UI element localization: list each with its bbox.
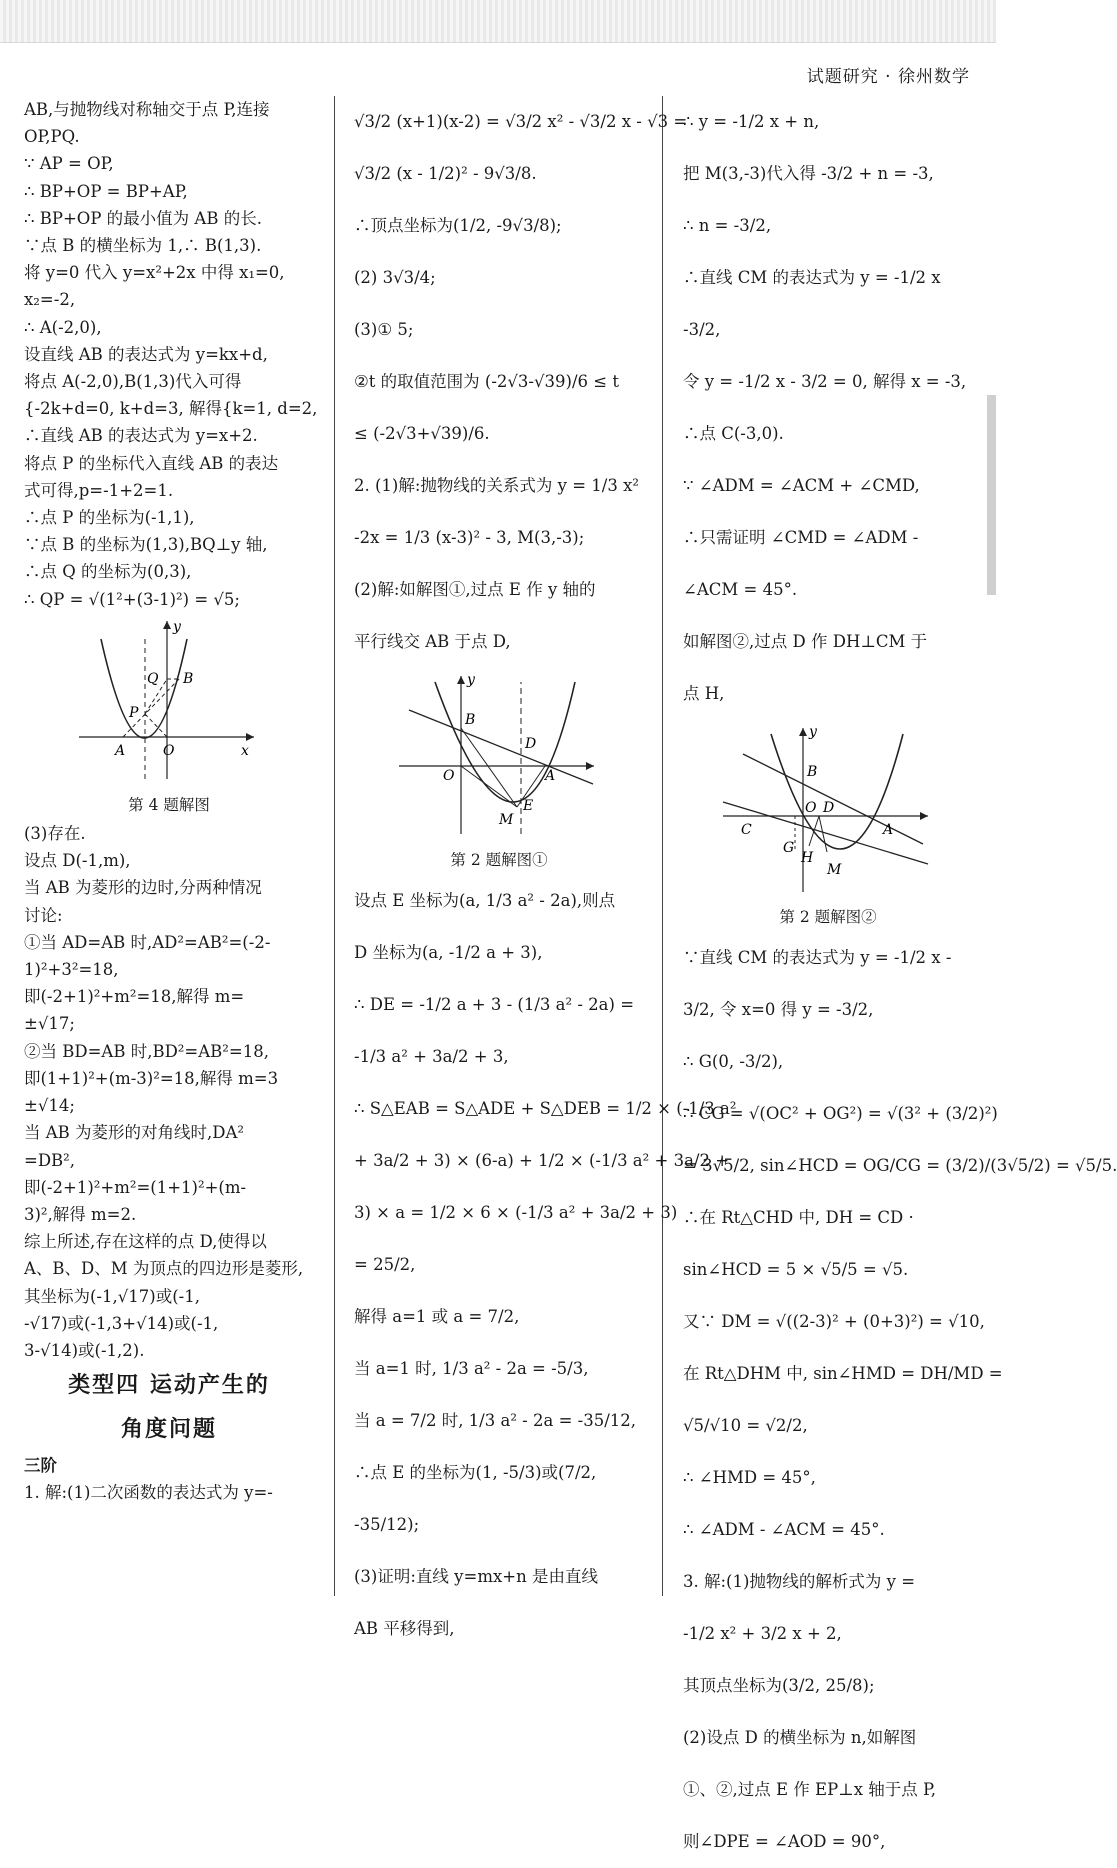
text-line: ±√14;: [24, 1096, 75, 1116]
figure-2-1: [354, 672, 644, 845]
text-line: + 3a/2 + 3) × (6-a) + 1/2 × (-1/3 a² + 3a/2 +: [354, 1151, 730, 1171]
text-line: AB,与抛物线对称轴交于点 P,连接: [24, 100, 270, 119]
solution-text-top: [24, 96, 318, 613]
text-line: 讨论:: [24, 905, 63, 925]
figure-2-1-caption: 第 2 题解图①: [450, 851, 548, 870]
text-line: sin∠HCD = 5 × √5/5 = √5.: [683, 1260, 909, 1280]
point-a-label: A: [883, 822, 894, 838]
text-line: 3/2, 令 x=0 得 y = -3/2,: [683, 1000, 874, 1020]
text-line: -35/12);: [354, 1515, 420, 1535]
figure-2-2-caption: 第 2 题解图②: [779, 908, 877, 927]
text-line: 当 AB 为菱形的边时,分两种情况: [24, 878, 262, 898]
point-a-label: A: [115, 742, 126, 759]
point-m-label: M: [499, 812, 514, 828]
text-line: 令 y = -1/2 x - 3/2 = 0, 解得 x = -3,: [683, 372, 967, 391]
text-line: = 3√5/2, sin∠HCD = OG/CG = (3/2)/(3√5/2) = √5/5.: [683, 1156, 1117, 1176]
text-line: ∵直线 CM 的表达式为 y = -1/2 x -: [683, 948, 952, 968]
text-line: 3. 解:(1)抛物线的解析式为 y =: [683, 1572, 916, 1592]
text-line: ∴在 Rt△CHD 中, DH = CD ·: [683, 1208, 914, 1228]
solution-text-top: [683, 96, 973, 720]
axis-y-label: y: [173, 618, 181, 635]
text-line: -1/3 a² + 3a/2 + 3,: [354, 1047, 509, 1067]
text-line: 设点 D(-1,m),: [24, 851, 131, 871]
point-b-label: B: [465, 712, 476, 728]
parabola-figure-2-2: [723, 724, 933, 894]
text-line: (3)证明:直线 y=mx+n 是由直线: [354, 1567, 598, 1587]
text-line: ∴ QP = √(1²+(3-1)²) = √5;: [24, 589, 240, 609]
figure-4: [24, 617, 314, 790]
text-line: 在 Rt△DHM 中, sin∠HMD = DH/MD =: [683, 1364, 1003, 1384]
axis-y-label: y: [467, 672, 475, 688]
text-line: D 坐标为(a, -1/2 a + 3),: [354, 943, 543, 963]
text-line: ∴ S△EAB = S△ADE + S△DEB = 1/2 × (-1/3 a²: [354, 1099, 737, 1119]
text-line: ①当 AD=AB 时,AD²=AB²=(-2-: [24, 932, 271, 952]
text-line: 3-√14)或(-1,2).: [24, 1340, 145, 1360]
text-line: AB 平移得到,: [354, 1619, 455, 1639]
text-line: (3)存在.: [24, 824, 86, 844]
solution-text-bottom: [24, 820, 314, 1364]
solution-text-bottom: [683, 932, 1117, 1868]
text-line: ①、②,过点 E 作 EP⊥x 轴于点 P,: [683, 1780, 936, 1800]
text-line: ∴顶点坐标为(1/2, -9√3/8);: [354, 216, 562, 235]
text-line: ∴ n = -3/2,: [683, 216, 772, 235]
page-header: 试题研究 · 徐州数学: [806, 67, 970, 87]
solution-text-top: [354, 96, 688, 668]
text-line: √3/2 (x+1)(x-2) = √3/2 x² - √3/2 x - √3 =: [354, 112, 688, 131]
text-line: ∴直线 AB 的表达式为 y=x+2.: [24, 426, 258, 446]
column-divider: [334, 96, 335, 1596]
text-line: =DB²,: [24, 1150, 76, 1170]
figure-2-2: [683, 724, 973, 902]
point-d-label: D: [525, 736, 537, 752]
text-line: {-2k+d=0, k+d=3, 解得{k=1, d=2,: [24, 399, 318, 419]
point-a-label: A: [545, 768, 556, 784]
text-line: 即(-2+1)²+m²=(1+1)²+(m-: [24, 1177, 247, 1197]
text-line: ②当 BD=AB 时,BD²=AB²=18,: [24, 1041, 269, 1061]
text-line: 2. (1)解:抛物线的关系式为 y = 1/3 x²: [354, 476, 640, 495]
text-line: √3/2 (x - 1/2)² - 9√3/8.: [354, 164, 537, 183]
text-line: ∴点 E 的坐标为(1, -5/3)或(7/2,: [354, 1463, 597, 1483]
point-q-label: Q: [147, 670, 159, 687]
text-line: 即(-2+1)²+m²=18,解得 m=: [24, 987, 245, 1007]
text-line: OP,PQ.: [24, 127, 80, 147]
text-line: ∴ BP+OP = BP+AP,: [24, 181, 188, 201]
text-line: 1)²+3²=18,: [24, 960, 119, 980]
point-o-label: O: [443, 768, 455, 784]
text-line: 如解图②,过点 D 作 DH⊥CM 于: [683, 632, 928, 651]
text-line: (2) 3√3/4;: [354, 268, 436, 287]
text-line: ∴点 Q 的坐标为(0,3),: [24, 562, 192, 582]
point-m-label: M: [827, 862, 842, 878]
side-tab-marker: [987, 395, 996, 595]
text-line: ≤ (-2√3+√39)/6.: [354, 424, 490, 443]
text-line: ∴ A(-2,0),: [24, 317, 102, 337]
text-line: 设直线 AB 的表达式为 y=kx+d,: [24, 344, 268, 364]
text-line: ∠ACM = 45°.: [683, 580, 798, 599]
figure-4-caption: 第 4 题解图: [128, 796, 210, 815]
text-line: ∴直线 CM 的表达式为 y = -1/2 x: [683, 268, 941, 287]
text-line: ∴点 C(-3,0).: [683, 424, 784, 443]
text-line: 3) × a = 1/2 × 6 × (-1/3 a² + 3a/2 + 3): [354, 1203, 678, 1223]
text-line: -√17)或(-1,3+√14)或(-1,: [24, 1313, 219, 1333]
column-3: [683, 96, 1117, 1852]
text-line: 其顶点坐标为(3/2, 25/8);: [683, 1676, 875, 1696]
text-line: ∴ CG = √(OC² + OG²) = √(3² + (3/2)²): [683, 1104, 998, 1124]
section-title-1: 类型四 运动产生的: [68, 1373, 270, 1399]
text-line: -3/2,: [683, 320, 721, 339]
text-line: 将点 P 的坐标代入直线 AB 的表达: [24, 453, 279, 473]
text-line: ∴ G(0, -3/2),: [683, 1052, 784, 1072]
column-1: [24, 96, 318, 1596]
text-line: ∴ BP+OP 的最小值为 AB 的长.: [24, 208, 262, 228]
text-line: -1/2 x² + 3/2 x + 2,: [683, 1624, 842, 1644]
text-line: (2)设点 D 的横坐标为 n,如解图: [683, 1728, 917, 1748]
text-line: 当 a=1 时, 1/3 a² - 2a = -5/3,: [354, 1359, 589, 1379]
text-line: 综上所述,存在这样的点 D,使得以: [24, 1232, 267, 1252]
text-line: ∵点 B 的横坐标为 1,∴ B(1,3).: [24, 236, 262, 256]
text-line: √5/√10 = √2/2,: [683, 1416, 808, 1436]
axis-y-label: y: [809, 724, 817, 740]
text-line: -2x = 1/3 (x-3)² - 3, M(3,-3);: [354, 528, 585, 547]
text-line: 即(1+1)²+(m-3)²=18,解得 m=3: [24, 1068, 279, 1088]
text-line: ∵点 B 的坐标为(1,3),BQ⊥y 轴,: [24, 535, 268, 555]
text-line: 又∵ DM = √((2-3)² + (0+3)²) = √10,: [683, 1312, 985, 1332]
text-line: 将点 A(-2,0),B(1,3)代入可得: [24, 372, 242, 392]
point-o-label: O: [805, 800, 817, 816]
section-title-2: 角度问题: [120, 1417, 217, 1443]
text-line: ∴点 P 的坐标为(-1,1),: [24, 508, 195, 528]
scan-top-band: [0, 0, 996, 43]
point-g-label: G: [783, 840, 795, 856]
text-line: 则∠DPE = ∠AOD = 90°,: [683, 1832, 886, 1852]
text-line: 当 a = 7/2 时, 1/3 a² - 2a = -35/12,: [354, 1411, 637, 1431]
text-line: ±√17;: [24, 1014, 75, 1034]
column-divider: [662, 96, 663, 1596]
point-h-label: H: [801, 850, 814, 866]
text-line: (2)解:如解图①,过点 E 作 y 轴的: [354, 580, 596, 599]
parabola-figure-2-1: [399, 672, 599, 837]
text-line: ∴只需证明 ∠CMD = ∠ADM -: [683, 528, 919, 547]
point-e-label: E: [523, 798, 534, 814]
text-line: x₂=-2,: [24, 290, 76, 310]
text-line: 平行线交 AB 于点 D,: [354, 632, 511, 651]
text-line: 3)²,解得 m=2.: [24, 1204, 137, 1224]
text-line: 点 H,: [683, 684, 725, 703]
text-line: 式可得,p=-1+2=1.: [24, 480, 174, 500]
text-line: 把 M(3,-3)代入得 -3/2 + n = -3,: [683, 164, 934, 183]
text-line: 解得 a=1 或 a = 7/2,: [354, 1307, 520, 1327]
text-line: = 25/2,: [354, 1255, 416, 1275]
question-1-start: 1. 解:(1)二次函数的表达式为 y=-: [24, 1483, 273, 1503]
point-p-label: P: [129, 704, 139, 721]
axis-x-label: x: [241, 742, 249, 759]
text-line: 将 y=0 代入 y=x²+2x 中得 x₁=0,: [24, 263, 285, 283]
parabola-figure-4: [79, 617, 259, 782]
point-b-label: B: [183, 670, 194, 687]
level-label: 三阶: [24, 1456, 57, 1476]
text-line: ∴ ∠ADM - ∠ACM = 45°.: [683, 1520, 885, 1540]
text-line: ②t 的取值范围为 (-2√3-√39)/6 ≤ t: [354, 372, 619, 391]
text-line: ∵ ∠ADM = ∠ACM + ∠CMD,: [683, 476, 920, 495]
text-line: ∵ AP = OP,: [24, 154, 114, 174]
text-line: 设点 E 坐标为(a, 1/3 a² - 2a),则点: [354, 891, 616, 911]
text-line: (3)① 5;: [354, 320, 414, 339]
text-line: A、B、D、M 为顶点的四边形是菱形,: [24, 1259, 304, 1279]
text-line: 其坐标为(-1,√17)或(-1,: [24, 1286, 200, 1306]
point-c-label: C: [741, 822, 752, 838]
point-o-label: O: [163, 742, 175, 759]
point-b-label: B: [807, 764, 818, 780]
text-line: ∴ DE = -1/2 a + 3 - (1/3 a² - 2a) =: [354, 995, 635, 1015]
text-line: ∴ y = -1/2 x + n,: [683, 112, 820, 131]
text-line: 当 AB 为菱形的对角线时,DA²: [24, 1123, 245, 1143]
point-d-label: D: [823, 800, 835, 816]
text-line: ∴ ∠HMD = 45°,: [683, 1468, 816, 1488]
